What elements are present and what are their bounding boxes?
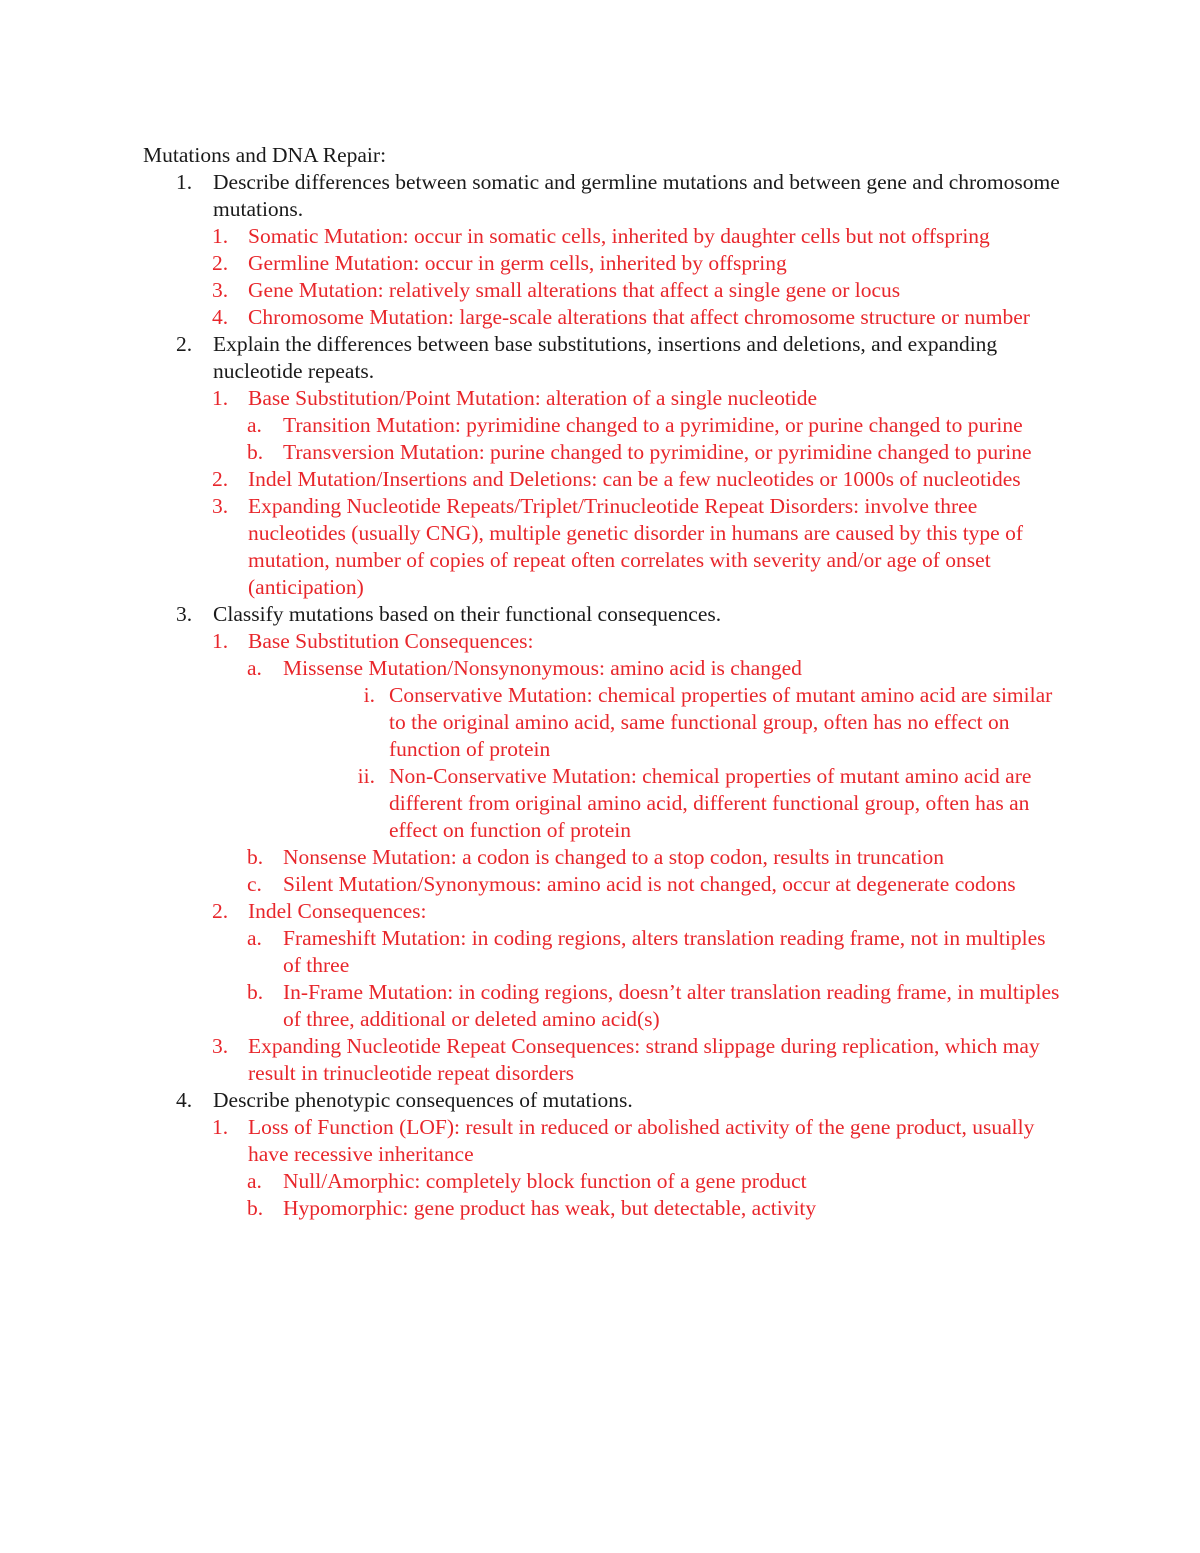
list-number: 3. bbox=[212, 278, 229, 302]
answer-text: Missense Mutation/Nonsynonymous: amino acid is changed bbox=[283, 656, 802, 680]
list-number: 2. bbox=[212, 467, 229, 491]
list-number: 3. bbox=[212, 494, 229, 518]
answer-text: Nonsense Mutation: a codon is changed to a stop codon, results in truncation bbox=[283, 845, 944, 869]
list-letter: b. bbox=[247, 1196, 264, 1220]
answer-item bbox=[143, 250, 1063, 277]
answer-subitem bbox=[143, 439, 1063, 466]
list-number: 4. bbox=[176, 1088, 193, 1112]
answer-text: Somatic Mutation: occur in somatic cells, inherited by daughter cells but not offspring bbox=[248, 224, 990, 248]
question-text: Describe differences between somatic and germline mutations and between gene and chromosome mutations. bbox=[213, 170, 1060, 221]
answer-text: Indel Consequences: bbox=[248, 899, 427, 923]
question-item bbox=[143, 169, 1063, 223]
answer-subitem bbox=[143, 655, 1063, 682]
question-text: Describe phenotypic consequences of mutations. bbox=[213, 1088, 633, 1112]
list-number: 4. bbox=[212, 305, 229, 329]
list-letter: a. bbox=[247, 413, 262, 437]
list-number: 1. bbox=[212, 1115, 229, 1139]
answer-item bbox=[143, 1114, 1063, 1168]
question-item bbox=[143, 1087, 1063, 1114]
list-letter: b. bbox=[247, 845, 264, 869]
answer-text: Conservative Mutation: chemical properties of mutant amino acid are similar to the original amino acid, same functional group, often has no effect on function of protein bbox=[389, 683, 1053, 761]
answer-item bbox=[143, 898, 1063, 925]
document-body bbox=[143, 142, 1063, 1222]
answer-text: Gene Mutation: relatively small alterations that affect a single gene or locus bbox=[248, 278, 901, 302]
answer-subitem bbox=[143, 844, 1063, 871]
answer-text: Expanding Nucleotide Repeats/Triplet/Trinucleotide Repeat Disorders: involve three nucleotides (usually CNG), multiple genetic disorder in humans are caused by this type of mutation, number of copies of repeat often correlates with severity and/or age of onset (anticipation) bbox=[248, 494, 1024, 599]
list-number: 1. bbox=[176, 170, 193, 194]
answer-subitem bbox=[143, 871, 1063, 898]
list-letter: a. bbox=[247, 1169, 262, 1193]
list-letter: a. bbox=[247, 656, 262, 680]
answer-subitem bbox=[143, 412, 1063, 439]
answer-item bbox=[143, 304, 1063, 331]
list-letter: b. bbox=[247, 440, 264, 464]
list-number: 2. bbox=[212, 899, 229, 923]
answer-text: Chromosome Mutation: large-scale alterations that affect chromosome structure or number bbox=[248, 305, 1030, 329]
question-item bbox=[143, 331, 1063, 385]
question-text: Classify mutations based on their functional consequences. bbox=[213, 602, 722, 626]
list-number: 2. bbox=[212, 251, 229, 275]
list-number: 1. bbox=[212, 386, 229, 410]
list-letter: c. bbox=[247, 872, 262, 896]
answer-text: Transversion Mutation: purine changed to pyrimidine, or pyrimidine changed to purine bbox=[283, 440, 1032, 464]
list-letter: a. bbox=[247, 926, 262, 950]
answer-text: Base Substitution/Point Mutation: alteration of a single nucleotide bbox=[248, 386, 818, 410]
answer-text: Germline Mutation: occur in germ cells, inherited by offspring bbox=[248, 251, 787, 275]
answer-item bbox=[143, 466, 1063, 493]
answer-subsubitem bbox=[143, 763, 1063, 844]
list-number: 1. bbox=[212, 224, 229, 248]
answer-text: Silent Mutation/Synonymous: amino acid is not changed, occur at degenerate codons bbox=[283, 872, 1016, 896]
answer-item bbox=[143, 277, 1063, 304]
answer-text: Base Substitution Consequences: bbox=[248, 629, 534, 653]
answer-subsubitem bbox=[143, 682, 1063, 763]
answer-subitem bbox=[143, 1195, 1063, 1222]
list-roman: ii. bbox=[357, 764, 375, 788]
answer-item bbox=[143, 385, 1063, 412]
answer-subitem bbox=[143, 1168, 1063, 1195]
answer-text: Null/Amorphic: completely block function of a gene product bbox=[283, 1169, 807, 1193]
question-item bbox=[143, 601, 1063, 628]
question-text: Explain the differences between base substitutions, insertions and deletions, and expanding nucleotide repeats. bbox=[213, 332, 998, 383]
answer-text: Non-Conservative Mutation: chemical properties of mutant amino acid are different from original amino acid, different functional group, often has an effect on function of protein bbox=[389, 764, 1032, 842]
answer-subitem bbox=[143, 925, 1063, 979]
answer-text: Transition Mutation: pyrimidine changed to a pyrimidine, or purine changed to purine bbox=[283, 413, 1023, 437]
document-title: Mutations and DNA Repair: bbox=[143, 143, 387, 167]
list-roman: i. bbox=[363, 683, 375, 707]
list-number: 3. bbox=[176, 602, 193, 626]
answer-text: Hypomorphic: gene product has weak, but detectable, activity bbox=[283, 1196, 817, 1220]
answer-item bbox=[143, 493, 1063, 601]
list-letter: b. bbox=[247, 980, 264, 1004]
answer-item bbox=[143, 628, 1063, 655]
answer-text: Frameshift Mutation: in coding regions, alters translation reading frame, not in multiples of three bbox=[283, 926, 1046, 977]
answer-item bbox=[143, 1033, 1063, 1087]
list-number: 3. bbox=[212, 1034, 229, 1058]
answer-text: Indel Mutation/Insertions and Deletions: can be a few nucleotides or 1000s of nucleotides bbox=[248, 467, 1021, 491]
answer-subitem bbox=[143, 979, 1063, 1033]
answer-item bbox=[143, 223, 1063, 250]
answer-text: In-Frame Mutation: in coding regions, doesn’t alter translation reading frame, in multiples of three, additional or deleted amino acid(s) bbox=[283, 980, 1060, 1031]
answer-text: Expanding Nucleotide Repeat Consequences: strand slippage during replication, which may result in trinucleotide repeat disorders bbox=[248, 1034, 1040, 1085]
list-number: 2. bbox=[176, 332, 193, 356]
answer-text: Loss of Function (LOF): result in reduced or abolished activity of the gene product, usually have recessive inheritance bbox=[248, 1115, 1035, 1166]
list-number: 1. bbox=[212, 629, 229, 653]
